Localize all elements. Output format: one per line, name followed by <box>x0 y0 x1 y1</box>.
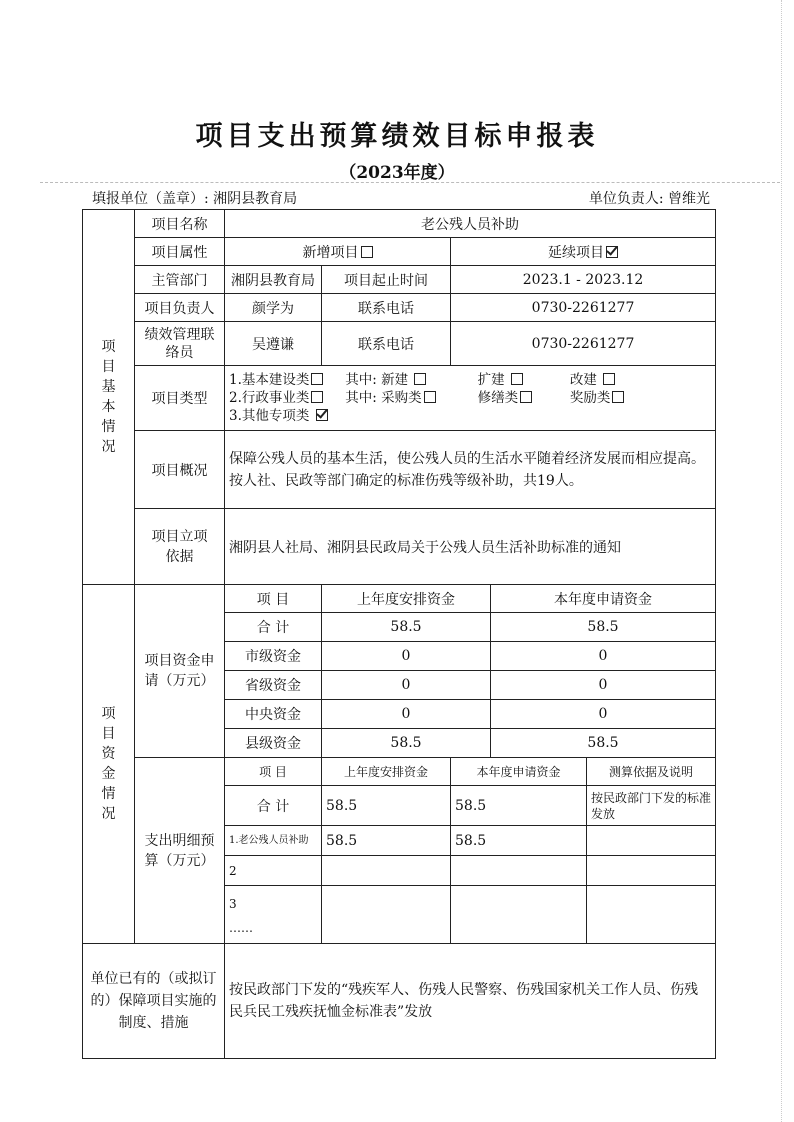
attr-continue-checkbox <box>606 246 618 258</box>
apply-label-text: 项目资金申请（万元） <box>144 653 215 689</box>
attr-new <box>225 238 451 266</box>
detail-total-this: 58.5 <box>451 786 587 826</box>
type-label: 项目类型 <box>135 366 225 431</box>
page-subtitle: （2023年度） <box>339 163 455 183</box>
contact-label-text: 绩效管理联络员 <box>144 326 215 361</box>
detail-row-1-this: 58.5 <box>451 826 587 856</box>
apply-row-province-item: 省级资金 <box>225 671 322 700</box>
type-new-label: 其中: 新建 <box>345 372 409 388</box>
apply-row-county-item: 县级资金 <box>225 729 322 758</box>
apply-label <box>135 585 225 758</box>
measures-value: 按民政部门下发的“残疾军人、伤残人民警察、伤残国家机关工作人员、伤残民兵民工残疾抚恤金标准表”发放 <box>225 944 716 1059</box>
funds-section-text: 项目资金情况 <box>101 706 116 822</box>
apply-row-city-last: 0 <box>322 642 491 671</box>
period-value: 2023.1 - 2023.12 <box>451 266 716 294</box>
type-construction-label: 1.基本建设类 <box>229 372 310 388</box>
detail-row-more: …… <box>229 921 253 935</box>
apply-row-county-this: 58.5 <box>491 729 716 758</box>
detail-col-item: 项 目 <box>225 758 322 786</box>
type-rebuild-label: 改建 <box>569 372 597 388</box>
type-purchase <box>345 389 473 407</box>
detail-row-2-basis <box>587 856 716 886</box>
type-new-checkbox <box>414 373 426 385</box>
detail-col-this: 本年度申请资金 <box>451 758 587 786</box>
type-special-checkbox <box>316 409 328 421</box>
type-reward <box>570 389 625 407</box>
detail-row-2-item: 2 <box>225 856 322 886</box>
name-label: 项目名称 <box>135 210 225 238</box>
contact-phone-label: 联系电话 <box>322 322 451 366</box>
apply-row-county-last: 58.5 <box>322 729 491 758</box>
detail-row-3-basis <box>587 886 716 944</box>
type-purchase-label: 其中: 采购类 <box>345 390 422 406</box>
type-purchase-checkbox <box>424 391 436 403</box>
apply-row-city-this: 0 <box>491 642 716 671</box>
detail-label-text: 支出明细预算（万元） <box>144 832 215 869</box>
attr-new-label: 新增项目 <box>302 244 359 261</box>
type-repair-checkbox <box>520 391 532 403</box>
overview-label: 项目概况 <box>135 431 225 509</box>
header-divider <box>40 182 780 183</box>
type-expand-label: 扩建 <box>477 372 505 388</box>
detail-row-3-item <box>225 886 322 944</box>
owner-value: 颜学为 <box>225 294 322 322</box>
basis-label-text: 项目立项依据 <box>151 528 208 565</box>
type-special <box>229 407 328 425</box>
name-value: 老公残人员补助 <box>225 210 716 238</box>
contact-phone: 0730-2261277 <box>451 322 716 366</box>
type-repair <box>478 389 566 407</box>
apply-row-province-this: 0 <box>491 671 716 700</box>
period-label: 项目起止时间 <box>322 266 451 294</box>
type-special-label: 3.其他专项类 <box>229 408 310 424</box>
detail-row-2-this <box>451 856 587 886</box>
detail-total-item: 合 计 <box>225 786 322 826</box>
contact-value: 吴遵谦 <box>225 322 322 366</box>
detail-row-3-num: 3 <box>229 897 237 911</box>
detail-row-3-last <box>322 886 451 944</box>
type-reward-label: 奖励类 <box>569 390 611 406</box>
type-construction-checkbox <box>311 373 323 385</box>
basic-section-text: 项目基本情况 <box>101 339 116 455</box>
type-construction <box>229 371 341 389</box>
apply-row-total-this: 58.5 <box>491 613 716 642</box>
type-new <box>345 371 473 389</box>
type-expand-checkbox <box>511 373 523 385</box>
owner-phone: 0730-2261277 <box>451 294 716 322</box>
filing-unit: 填报单位（盖章）: 湘阴县教育局 <box>92 191 298 207</box>
detail-row-1-basis <box>587 826 716 856</box>
measures-label <box>83 944 225 1059</box>
owner-label: 项目负责人 <box>135 294 225 322</box>
type-admin <box>229 389 341 407</box>
attr-new-checkbox <box>361 246 373 258</box>
owner-phone-label: 联系电话 <box>322 294 451 322</box>
type-rebuild-checkbox <box>603 373 615 385</box>
detail-row-1-item: 1.老公残人员补助 <box>225 826 322 856</box>
apply-row-city-item: 市级资金 <box>225 642 322 671</box>
apply-row-total-last: 58.5 <box>322 613 491 642</box>
basis-label <box>135 509 225 585</box>
attr-continue-label: 延续项目 <box>548 244 605 261</box>
apply-row-central-item: 中央资金 <box>225 700 322 729</box>
detail-total-basis: 按民政部门下发的标准发放 <box>587 786 716 826</box>
apply-row-province-last: 0 <box>322 671 491 700</box>
apply-row-total-item: 合 计 <box>225 613 322 642</box>
type-row-3 <box>229 407 711 425</box>
attr-label: 项目属性 <box>135 238 225 266</box>
type-row-2 <box>229 389 711 407</box>
apply-col-item: 项 目 <box>225 585 322 613</box>
funds-section-label <box>83 585 135 944</box>
dept-value: 湘阴县教育局 <box>225 266 322 294</box>
apply-row-central-this: 0 <box>491 700 716 729</box>
type-rebuild <box>570 371 615 389</box>
page-title: 项目支出预算绩效目标申报表 <box>195 121 599 152</box>
unit-leader: 单位负责人: 曾维光 <box>588 191 710 207</box>
basic-section-label <box>83 210 135 585</box>
application-table <box>82 209 716 1059</box>
dept-label: 主管部门 <box>135 266 225 294</box>
apply-col-this: 本年度申请资金 <box>491 585 716 613</box>
basis-value: 湘阴县人社局、湘阴县民政局关于公残人员生活补助标准的通知 <box>225 509 716 585</box>
measures-label-text: 单位已有的（或拟订的）保障项目实施的制度、措施 <box>90 971 217 1031</box>
attr-continue <box>451 238 716 266</box>
detail-row-3-this <box>451 886 587 944</box>
detail-label <box>135 758 225 944</box>
apply-col-last: 上年度安排资金 <box>322 585 491 613</box>
detail-col-basis: 测算依据及说明 <box>587 758 716 786</box>
contact-label <box>135 322 225 366</box>
detail-total-last: 58.5 <box>322 786 451 826</box>
type-options <box>225 366 716 431</box>
type-row-1 <box>229 371 711 389</box>
detail-row-2-last <box>322 856 451 886</box>
type-expand <box>478 371 566 389</box>
detail-row-1-last: 58.5 <box>322 826 451 856</box>
type-admin-label: 2.行政事业类 <box>229 390 310 406</box>
apply-row-central-last: 0 <box>322 700 491 729</box>
type-reward-checkbox <box>612 391 624 403</box>
type-repair-label: 修缮类 <box>477 390 519 406</box>
overview-value: 保障公残人员的基本生活，使公残人员的生活水平随着经济发展而相应提高。按人社、民政等部门确定的标准伤残等级补助，共19人。 <box>225 431 716 509</box>
type-admin-checkbox <box>311 391 323 403</box>
detail-col-last: 上年度安排资金 <box>322 758 451 786</box>
